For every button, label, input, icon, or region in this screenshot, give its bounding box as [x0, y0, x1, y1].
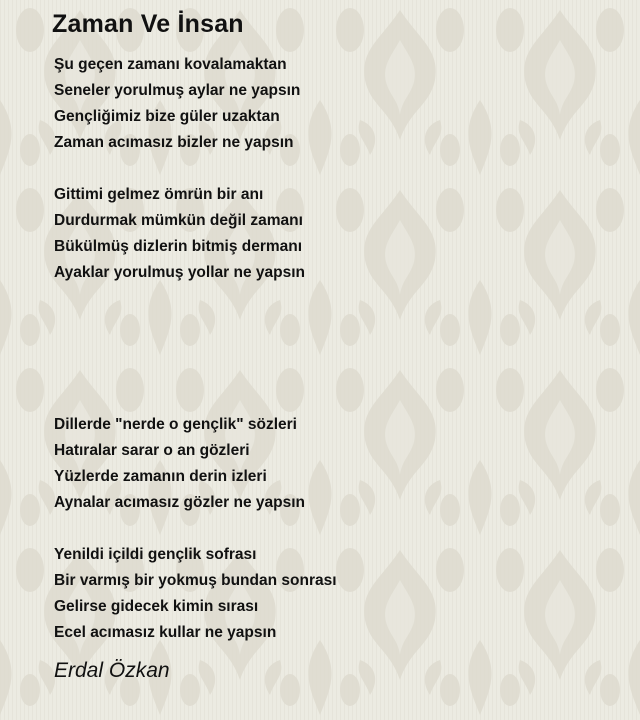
stanza-1 [54, 52, 300, 156]
poem-line: Bükülmüş dizlerin bitmiş dermanı [54, 238, 303, 255]
poem-line: Şu geçen zamanı kovalamaktan [54, 56, 287, 73]
poem-line: Hatıralar sarar o an gözleri [54, 442, 250, 459]
poem-line: Gelirse gidecek kimin sırası [54, 598, 259, 615]
poem-line: Dillerde "nerde o gençlik" sözleri [54, 416, 297, 433]
poem-line: Bir varmış bir yokmuş bundan sonrası [54, 572, 337, 589]
poem-line: Seneler yorulmuş aylar ne yapsın [54, 82, 301, 99]
stanza-4 [54, 542, 337, 646]
poem-line: Ecel acımasız kullar ne yapsın [54, 624, 277, 641]
stanza-3 [54, 412, 305, 516]
poem-line: Yenildi içildi gençlik sofrası [54, 546, 257, 563]
poem-author: Erdal Özkan [54, 659, 170, 682]
poem-line: Gençliğimiz bize güler uzaktan [54, 108, 280, 125]
poem-line: Zaman acımasız bizler ne yapsın [54, 134, 294, 151]
poem-line: Aynalar acımasız gözler ne yapsın [54, 494, 305, 511]
poem-line: Gittimi gelmez ömrün bir anı [54, 186, 264, 203]
poem-line: Durdurmak mümkün değil zamanı [54, 212, 303, 229]
poem-line: Ayaklar yorulmuş yollar ne yapsın [54, 264, 305, 281]
poem-title: Zaman Ve İnsan [52, 10, 244, 38]
stanza-2 [54, 182, 305, 286]
poem-line: Yüzlerde zamanın derin izleri [54, 468, 267, 485]
